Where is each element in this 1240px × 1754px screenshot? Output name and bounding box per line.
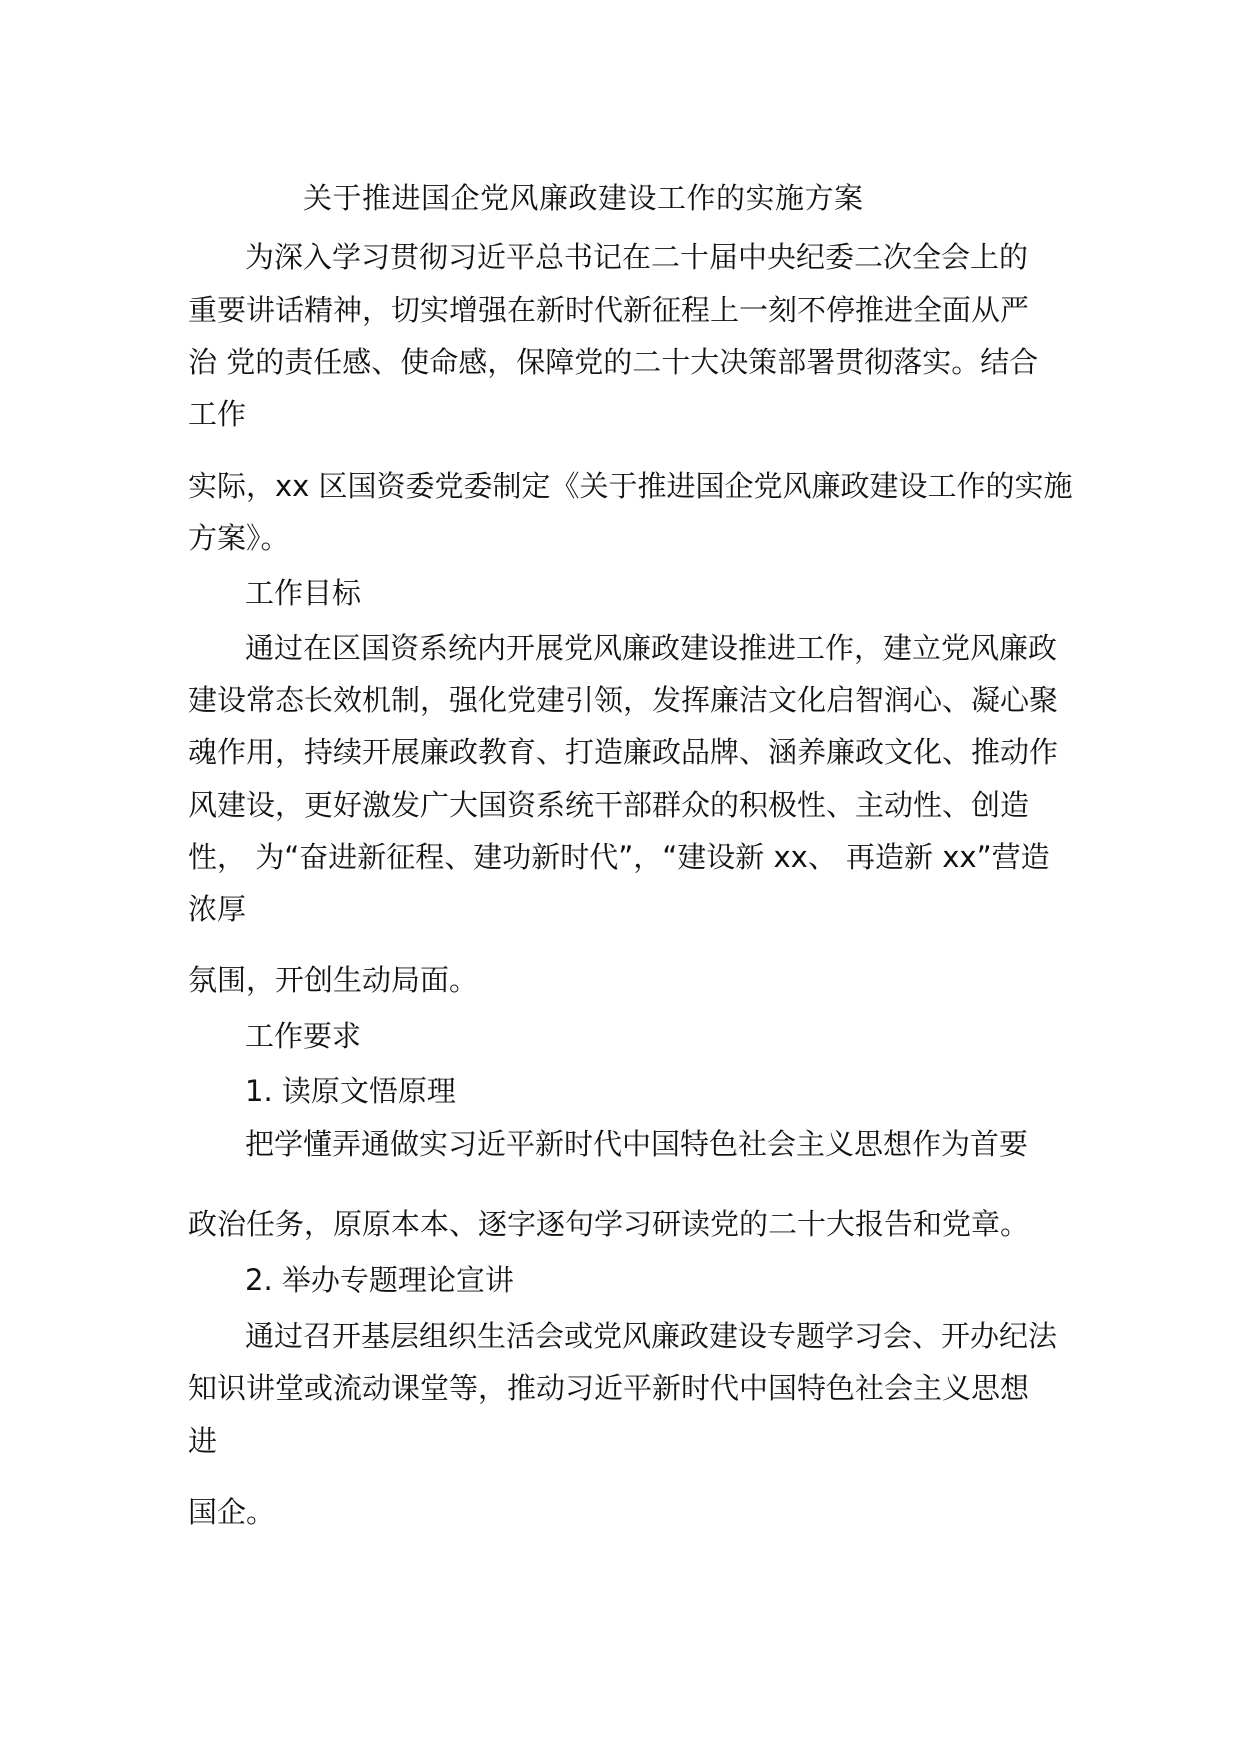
intro-line-6: 方案》。	[188, 521, 290, 555]
item-2-line-3: 进	[188, 1424, 218, 1458]
item-2-line-2: 知识讲堂或流动课堂等，推动习近平新时代中国特色社会主义思想	[188, 1371, 1030, 1405]
goal-line-2: 建设常态长效机制，强化党建引领，发挥廉洁文化启智润心、凝心聚	[188, 683, 1059, 717]
item-2-line-1: 通过召开基层组织生活会或党风廉政建设专题学习会、开办纪法	[245, 1319, 1058, 1353]
goal-line-5: 性， 为“奋进新征程、建功新时代”，“建设新 xx、 再造新 xx”营造	[188, 840, 1050, 874]
section-goal-heading: 工作目标	[245, 576, 362, 610]
document-title: 关于推进国企党风廉政建设工作的实施方案	[303, 181, 864, 215]
item-2-heading: 2. 举办专题理论宣讲	[245, 1263, 514, 1297]
goal-line-4: 风建设，更好激发广大国资系统干部群众的积极性、主动性、创造	[188, 788, 1030, 822]
goal-line-1: 通过在区国资系统内开展党风廉政建设推进工作，建立党风廉政	[245, 631, 1058, 665]
goal-line-6: 浓厚	[188, 892, 247, 926]
section-requirements-heading: 工作要求	[245, 1019, 362, 1053]
goal-line-7: 氛围，开创生动局面。	[188, 963, 479, 997]
item-1-line-1: 把学懂弄通做实习近平新时代中国特色社会主义思想作为首要	[245, 1127, 1029, 1161]
intro-line-5: 实际，xx 区国资委党委制定《关于推进国企党风廉政建设工作的实施	[188, 469, 1073, 503]
goal-line-3: 魂作用，持续开展廉政教育、打造廉政品牌、涵养廉政文化、推动作	[188, 735, 1059, 769]
intro-line-1: 为深入学习贯彻习近平总书记在二十届中央纪委二次全会上的	[245, 240, 1029, 274]
intro-line-2: 重要讲话精神，切实增强在新时代新征程上一刻不停推进全面从严	[188, 293, 1030, 327]
intro-line-4: 工作	[188, 397, 247, 431]
item-2-line-4: 国企。	[188, 1495, 276, 1529]
item-1-heading: 1. 读原文悟原理	[245, 1074, 456, 1108]
item-1-line-2: 政治任务，原原本本、逐字逐句学习研读党的二十大报告和党章。	[188, 1207, 1030, 1241]
intro-line-3: 治 党的责任感、使命感，保障党的二十大决策部署贯彻落实。结合	[188, 345, 1039, 379]
